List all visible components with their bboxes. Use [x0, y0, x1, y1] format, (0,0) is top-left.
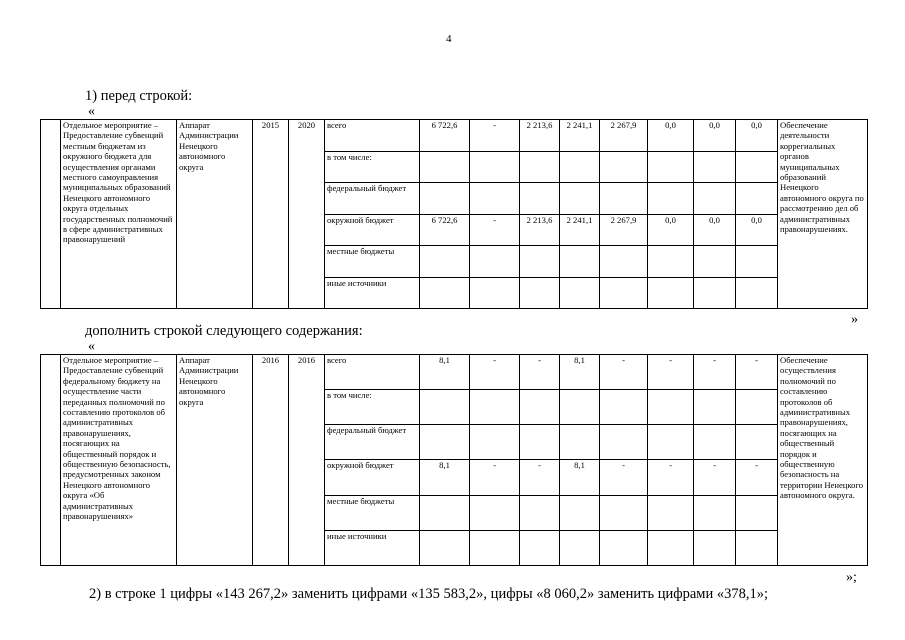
value-cell	[420, 495, 470, 530]
value-cell	[736, 246, 778, 278]
value-cell	[648, 183, 694, 215]
value-cell	[648, 425, 694, 460]
value-cell	[560, 246, 600, 278]
section2-open-quote: «	[88, 339, 95, 354]
executor-cell: Аппарат Администрации Ненецкого автономного округа	[177, 355, 253, 566]
value-cell	[520, 425, 560, 460]
value-cell	[736, 183, 778, 215]
value-cell	[600, 151, 648, 183]
value-cell: 6 722,6	[420, 214, 470, 246]
value-cell	[560, 425, 600, 460]
value-cell	[600, 277, 648, 309]
value-cell	[420, 277, 470, 309]
value-cell	[600, 390, 648, 425]
value-cell	[420, 390, 470, 425]
value-cell: -	[648, 460, 694, 495]
value-cell	[520, 530, 560, 565]
result-cell: Обеспечение деятельности коррегиальных органов муниципальных образований Ненецкого автономного округа по рассмотрению дел об административных правонарушениях.	[778, 120, 868, 309]
value-cell	[420, 151, 470, 183]
value-cell	[648, 390, 694, 425]
value-cell: 0,0	[648, 120, 694, 152]
value-cell: -	[470, 355, 520, 390]
value-cell: -	[736, 355, 778, 390]
section1-table	[40, 119, 868, 309]
value-cell	[694, 495, 736, 530]
source-label: федеральный бюджет	[325, 183, 420, 215]
section1-intro: 1) перед строкой:	[85, 88, 193, 104]
value-cell	[736, 277, 778, 309]
value-cell: 0,0	[648, 214, 694, 246]
value-cell: 0,0	[694, 214, 736, 246]
value-cell: -	[694, 355, 736, 390]
value-cell: -	[520, 460, 560, 495]
value-cell	[648, 246, 694, 278]
measure-name-cell: Отдельное мероприятие – Предоставление субвенций федеральному бюджету на осуществление части переданных полномочий по составлению протоколов об административных правонарушениях, посягающих на общественный порядок и общественную безопасность, предусмотренных законом Ненецкого автономного округа «Об административных правонарушениях»	[61, 355, 177, 566]
value-cell: 2 213,6	[520, 214, 560, 246]
row-number-cell	[41, 355, 61, 566]
year-end-cell: 2016	[289, 355, 325, 566]
value-cell	[420, 530, 470, 565]
year-end-cell: 2020	[289, 120, 325, 309]
value-cell	[470, 390, 520, 425]
value-cell	[560, 151, 600, 183]
value-cell	[694, 390, 736, 425]
value-cell	[736, 151, 778, 183]
value-cell	[560, 277, 600, 309]
value-cell	[600, 530, 648, 565]
value-cell	[694, 530, 736, 565]
value-cell	[470, 183, 520, 215]
source-label: иные источники	[325, 277, 420, 309]
value-cell	[694, 425, 736, 460]
value-cell: 2 267,9	[600, 120, 648, 152]
value-cell	[600, 246, 648, 278]
measure-name-cell: Отдельное мероприятие – Предоставление субвенций местным бюджетам из окружного бюджета для осуществления органами местного самоуправления муниципальных образований Ненецкого автономного округа отдельных государственных полномочий в сфере административных правонарушений	[61, 120, 177, 309]
value-cell: 0,0	[694, 120, 736, 152]
value-cell	[520, 495, 560, 530]
source-label: в том числе:	[325, 390, 420, 425]
value-cell: 8,1	[420, 460, 470, 495]
source-label: всего	[325, 355, 420, 390]
value-cell	[520, 277, 560, 309]
value-cell	[470, 151, 520, 183]
value-cell: 2 241,1	[560, 214, 600, 246]
section2-intro: дополнить строкой следующего содержания:	[85, 323, 363, 339]
value-cell: 8,1	[560, 460, 600, 495]
value-cell: -	[736, 460, 778, 495]
value-cell	[694, 246, 736, 278]
value-cell	[600, 495, 648, 530]
source-label: федеральный бюджет	[325, 425, 420, 460]
value-cell: -	[600, 355, 648, 390]
value-cell: 8,1	[560, 355, 600, 390]
value-cell	[600, 183, 648, 215]
year-start-cell: 2016	[253, 355, 289, 566]
value-cell: 8,1	[420, 355, 470, 390]
value-cell	[648, 530, 694, 565]
page-number: 4	[446, 33, 452, 45]
value-cell: 0,0	[736, 120, 778, 152]
value-cell	[420, 425, 470, 460]
value-cell	[470, 246, 520, 278]
value-cell	[420, 246, 470, 278]
value-cell	[694, 277, 736, 309]
row-number-cell	[41, 120, 61, 309]
value-cell	[520, 151, 560, 183]
value-cell: -	[694, 460, 736, 495]
value-cell: 6 722,6	[420, 120, 470, 152]
executor-cell: Аппарат Администрации Ненецкого автономного округа	[177, 120, 253, 309]
value-cell: -	[520, 355, 560, 390]
value-cell	[560, 183, 600, 215]
source-label: местные бюджеты	[325, 246, 420, 278]
value-cell	[520, 390, 560, 425]
value-cell: 2 241,1	[560, 120, 600, 152]
value-cell	[560, 390, 600, 425]
value-cell: -	[470, 120, 520, 152]
value-cell: 2 267,9	[600, 214, 648, 246]
table-row	[41, 120, 868, 152]
value-cell: 0,0	[736, 214, 778, 246]
value-cell: -	[470, 460, 520, 495]
value-cell	[470, 495, 520, 530]
section1-close-quote: »	[851, 312, 858, 327]
value-cell	[736, 390, 778, 425]
source-label: окружной бюджет	[325, 214, 420, 246]
source-label: иные источники	[325, 530, 420, 565]
value-cell	[736, 425, 778, 460]
value-cell	[648, 495, 694, 530]
value-cell	[648, 277, 694, 309]
source-label: местные бюджеты	[325, 495, 420, 530]
year-start-cell: 2015	[253, 120, 289, 309]
value-cell: -	[600, 460, 648, 495]
value-cell	[470, 277, 520, 309]
value-cell	[420, 183, 470, 215]
value-cell	[560, 495, 600, 530]
section1-open-quote: «	[88, 104, 95, 119]
value-cell	[736, 495, 778, 530]
source-label: всего	[325, 120, 420, 152]
section2-close-quote: »;	[846, 570, 857, 585]
value-cell	[694, 151, 736, 183]
value-cell	[520, 183, 560, 215]
value-cell	[560, 530, 600, 565]
value-cell	[736, 530, 778, 565]
value-cell	[470, 530, 520, 565]
value-cell	[648, 151, 694, 183]
value-cell	[694, 183, 736, 215]
value-cell	[520, 246, 560, 278]
section2-table	[40, 354, 868, 566]
value-cell	[470, 425, 520, 460]
value-cell	[600, 425, 648, 460]
value-cell: -	[648, 355, 694, 390]
section3-text: 2) в строке 1 цифры «143 267,2» заменить цифрами «135 583,2», цифры «8 060,2» заменить цифрами «378,1»;	[89, 586, 769, 602]
source-label: окружной бюджет	[325, 460, 420, 495]
result-cell: Обеспечение осуществления полномочий по составлению протоколов об административных правонарушениях, посягающих на общественный порядок и общественную безопасность на территории Ненецкого автономного округа.	[778, 355, 868, 566]
value-cell: 2 213,6	[520, 120, 560, 152]
source-label: в том числе:	[325, 151, 420, 183]
table-row	[41, 355, 868, 390]
value-cell: -	[470, 214, 520, 246]
